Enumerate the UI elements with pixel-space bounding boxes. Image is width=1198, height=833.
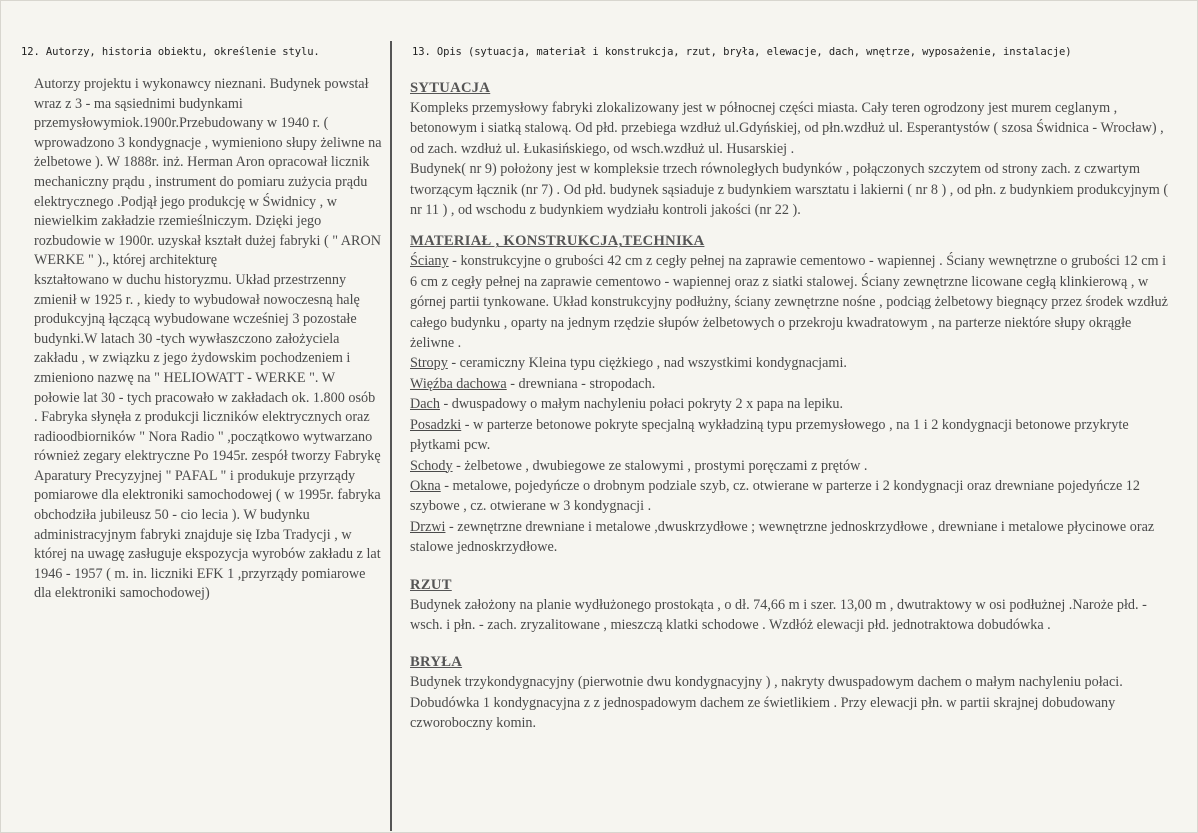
label-schody: Schody	[410, 457, 453, 474]
text-sciany: - konstrukcyjne o grubości 42 cm z cegły pełnej na zaprawie cementowo - wapiennej . Ściany wewnętrzne o grubości 12 cm i 6 cm z cegły pełnej na zaprawie cementowo - wapiennej oraz z siatki stalowej. Ściany zewnętrzne licowane cegłą klinkierową , w górnej partii tynkowane. Układ konstrukcyjny podłużny, ściany zewnętrzne nośne , podciąg żelbetowy biegnący przez środek wzdłuż całego budynku , oparty na jednym rzędzie słupów żelbetowych o przekroju kwadratowym , na parterze niektóre słupy okrągłe żeliwne .	[410, 253, 1168, 352]
column-divider	[390, 41, 392, 831]
material-okna	[410, 476, 1170, 517]
material-sciany	[410, 251, 1170, 353]
section-title-bryla: BRYŁA	[410, 654, 463, 671]
label-drzwi: Drzwi	[410, 518, 446, 535]
label-stropy: Stropy	[410, 355, 448, 372]
label-dach: Dach	[410, 396, 440, 413]
label-sciany: Ściany	[410, 253, 449, 270]
label-posadzki: Posadzki	[410, 416, 462, 433]
history-paragraph-1: Autorzy projektu i wykonawcy nieznani. Budynek powstał wraz z 3 - ma sąsiednimi budynkami przemysłowymiok.1900r.Przebudowany w 1940 r. ( wprowadzono 3 kondygnacje , wymieniono słupy żeliwne na żelbetowe ). W 1888r. inż. Herman Aron opracował licznik mechaniczny prądu , instrument do pomiaru zużycia prądu elektrycznego .Podjął jego produkcję w Świdnicy , w niewielkim zakładzie rzemieślniczym. Dzięki jego rozbudowie w 1900r. uzyskał kształt dużej fabryki ( " ARON WERKE " )., której architekturę	[34, 76, 382, 269]
text-schody: - żelbetowe , dwubiegowe ze stalowymi , prostymi poręczami z prętów .	[452, 457, 868, 474]
text-drzwi: - zewnętrzne drewniane i metalowe ,dwuskrzydłowe ; wewnętrzne jednoskrzydłowe , drewniane i metalowe płycinowe oraz stalowe jednoskrzydłowe.	[410, 518, 1155, 556]
bryla-paragraph: Budynek trzykondygnacyjny (pierwotnie dwu kondygnacyjny ) , nakryty dwuspadowym dachem o małym nachyleniu połaci. Dobudówka 1 kondygnacyjna z z jednospadowym dachem ze świetlikiem . Przy elewacji płn. w partii skrajnej dobudowany czworoboczny komin.	[410, 674, 1123, 732]
sytuacja-paragraph-1: Kompleks przemysłowy fabryki zlokalizowany jest w północnej części miasta. Cały teren ogrodzony jest murem ceglanym , betonowym i siatką stalową. Od płd. przebiega wzdłuż ul.Gdyńskiej, od płn.wzdłuż ul. Esperantystów ( szosa Świdnica - Wrocław) , od zach. wzdłuż ul. Łukasińskiego, od wsch.wzdłuż ul. Husarskiej .	[410, 100, 1164, 157]
history-column	[34, 75, 382, 604]
text-okna: - metalowe, pojedyńcze o drobnym podziale szyb, cz. otwierane w parterze i 2 kondygnacji oraz drewniane pojedyńcze 12 szybowe , cz. otwierane w 3 kondygnacji .	[410, 477, 1140, 515]
rzut-paragraph: Budynek założony na planie wydłużonego prostokąta , o dł. 74,66 m i szer. 13,00 m , dwutraktowy w osi podłużnej .Naroże płd. -wsch. i płn. - zach. zryzalitowane , mieszczą klatki schodowe . Wzdłóż elewacji płd. jednotraktowa dobudówka .	[410, 596, 1147, 633]
label-wiezba: Więźba dachowa	[410, 375, 507, 392]
left-section-header: 12. Autorzy, historia obiektu, określenie stylu.	[21, 46, 320, 58]
history-paragraph-2: kształtowano w duchu historyzmu. Układ przestrzenny zmienił w 1925 r. , kiedy to wybudował nowoczesną halę produkcyjną łączącą wybudowane wcześniej 3 pozostałe budynki.W latach 30 -tych wywłaszczono założyciela zakładu , w związku z jego żydowskim pochodzeniem i zmieniono nazwę na " HELIOWATT - WERKE ". W połowie lat 30 - tych pracowało w zakładach ok. 1.800 osób . Fabryka słynęła z produkcji liczników elektrycznych oraz radioodbiorników " Nora Radio " ,początkowo wytwarzano również zegary elektryczne Po 1945r. zespół tworzy Fabrykę Aparatury Precyzyjnej " PAFAL " i produkuje przyrządy pomiarowe dla elektroniki samochodowej ( w 1995r. fabryka obchodziła jubileusz 50 - cio lecia ). W budynku administracyjnym fabryki znajduje się Izba Tradycji , w której na uwagę zasługuje ekspozycja wyrobów zakładu z lat 1946 - 1957 ( m. in. liczniki EFK 1 ,przyrządy pomiarowe dla elektroniki samochodowej)	[34, 271, 381, 602]
section-title-material: MATERIAŁ , KONSTRUKCJA,TECHNIKA	[410, 233, 705, 250]
label-okna: Okna	[410, 477, 441, 494]
section-title-rzut: RZUT	[410, 576, 452, 593]
right-section-header: 13. Opis (sytuacja, materiał i konstrukcja, rzut, bryła, elewacje, dach, wnętrze, wyposażenie, instalacje)	[412, 46, 1072, 58]
sytuacja-paragraph-2: Budynek( nr 9) położony jest w kompleksie trzech równoległych budynków , połączonych szczytem od strony zach. z czwartym tworzącym łącznik (nr 7) . Od płd. budynek sąsiaduje z budynkiem warsztatu i lakierni ( nr 8 ) , od płn. z budynkiem produkcyjnym ( nr 11 ) , od wschodu z budynkiem wydziału kontroli jakości (nr 22 ).	[410, 161, 1169, 219]
material-stropy	[410, 353, 1170, 373]
text-wiezba: - drewniana - stropodach.	[506, 375, 656, 392]
text-stropy: - ceramiczny Kleina typu ciężkiego , nad wszystkimi kondygnacjami.	[447, 355, 847, 372]
material-posadzki	[410, 415, 1170, 456]
text-dach: - dwuspadowy o małym nachyleniu połaci pokryty 2 x papa na lepiku.	[439, 396, 844, 413]
description-column	[410, 79, 1170, 734]
section-title-sytuacja: SYTUACJA	[410, 80, 491, 96]
material-drzwi	[410, 517, 1170, 558]
material-dach	[410, 394, 1170, 414]
material-schody	[410, 456, 1170, 476]
text-posadzki: - w parterze betonowe pokryte specjalną wykładziną typu przemysłowego , na 1 i 2 kondygnacji betonowe przykryte płytkami pcw.	[410, 416, 1129, 454]
material-wiezba	[410, 374, 1170, 394]
